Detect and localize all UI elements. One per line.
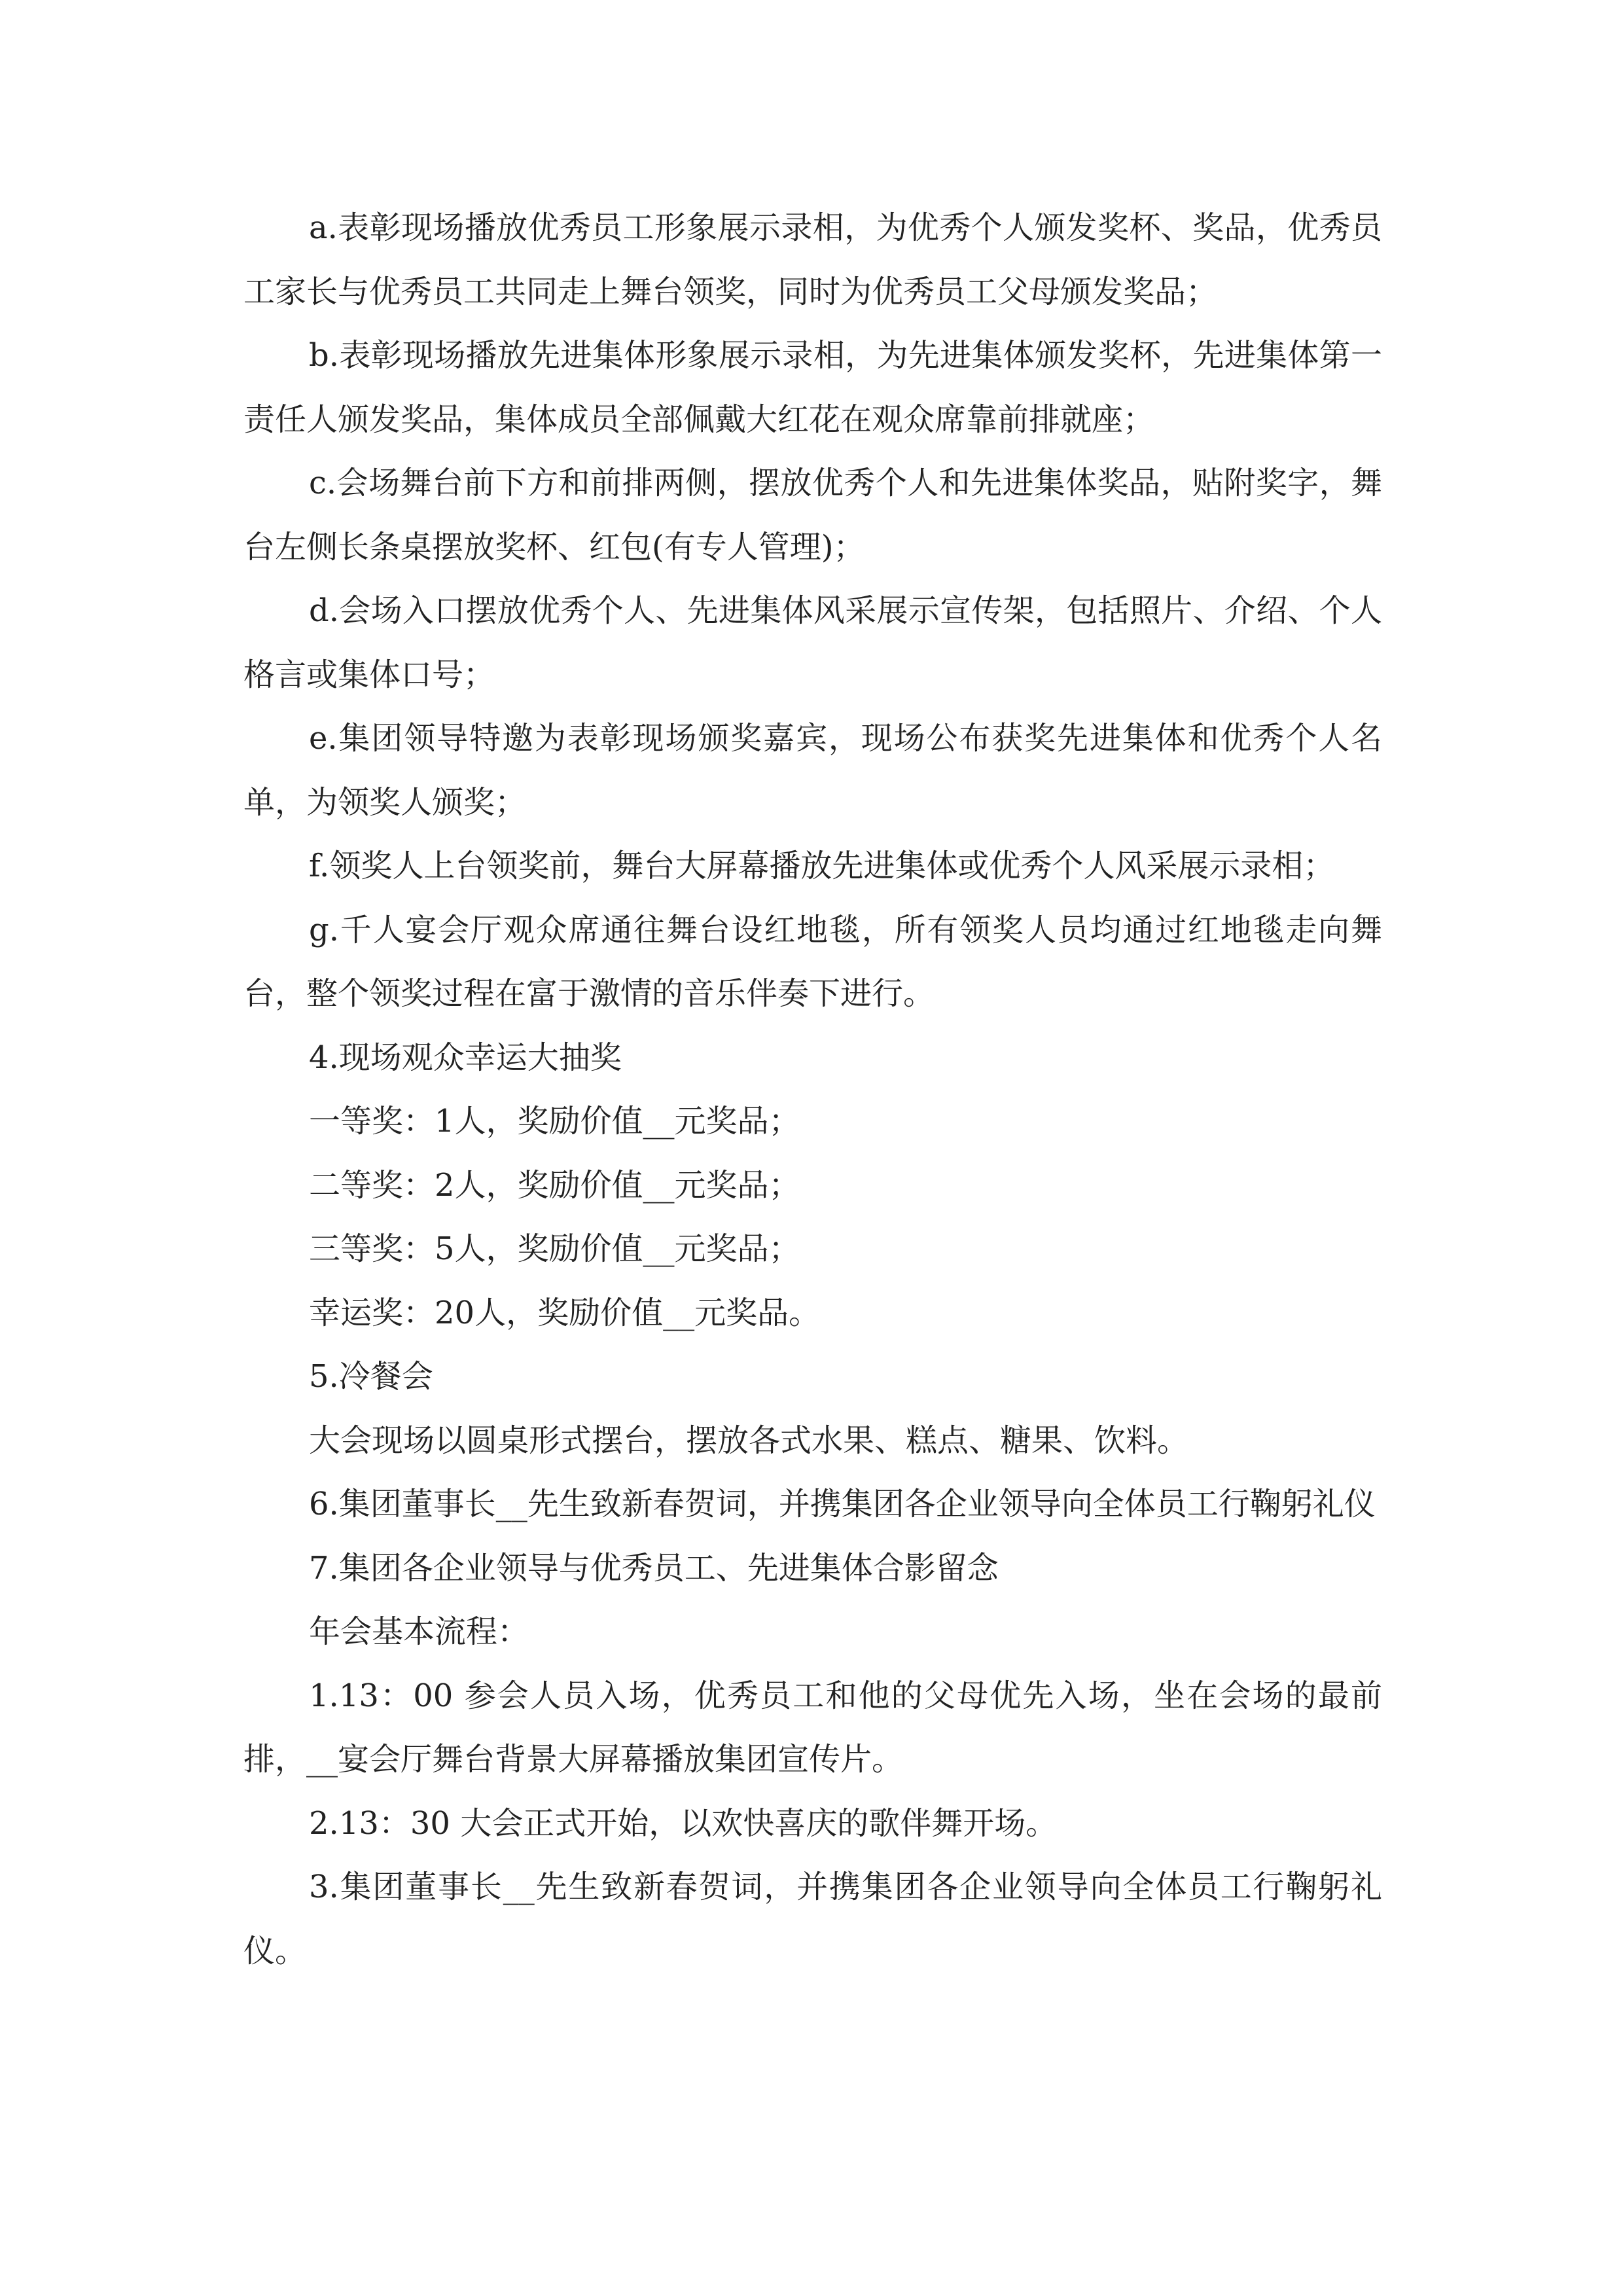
prize-second: 二等奖：2人，奖励价值__元奖品； bbox=[309, 1166, 800, 1204]
paragraph-award-item-f: f.领奖人上台领奖前，舞台大屏幕播放先进集体或优秀个人风采展示录相； bbox=[309, 848, 1335, 884]
paragraph-award-item-g: g.千人宴会厅观众席通往舞台设红地毯，所有领奖人员均通过红地毯走向舞台，整个领奖过程在富于激情的音乐伴奏下进行。 bbox=[243, 911, 1382, 1012]
section-heading-group-photo: 7.集团各企业领导与优秀员工、先进集体合影留念 bbox=[309, 1549, 999, 1587]
flow-step-3: 3.集团董事长__先生致新春贺词，并携集团各企业领导向全体员工行鞠躬礼仪。 bbox=[243, 1869, 1382, 1969]
prize-first: 一等奖：1人，奖励价值__元奖品； bbox=[309, 1103, 800, 1139]
heading-basic-flow: 年会基本流程： bbox=[309, 1613, 529, 1650]
paragraph-award-item-c: c.会场舞台前下方和前排两侧，摆放优秀个人和先进集体奖品，贴附奖字，舞台左侧长条桌摆放奖杯、红包(有专人管理)； bbox=[243, 465, 1382, 565]
section-heading-chairman-speech: 6.集团董事长__先生致新春贺词，并携集团各企业领导向全体员工行鞠躬礼仪 bbox=[309, 1486, 1376, 1522]
paragraph-buffet: 大会现场以圆桌形式摆台，摆放各式水果、糕点、糖果、饮料。 bbox=[309, 1422, 1189, 1459]
flow-step-2: 2.13：30 大会正式开始，以欢快喜庆的歌伴舞开场。 bbox=[309, 1804, 1058, 1842]
prize-third: 三等奖：5人，奖励价值__元奖品； bbox=[309, 1230, 800, 1267]
paragraph-award-item-e: e.集团领导特邀为表彰现场颁奖嘉宾，现场公布获奖先进集体和优秀个人名单，为领奖人颁奖； bbox=[243, 720, 1382, 821]
paragraph-award-item-b: b.表彰现场播放先进集体形象展示录相，为先进集体颁发奖杯，先进集体第一责任人颁发奖品，集体成员全部佩戴大红花在观众席靠前排就座； bbox=[243, 337, 1382, 438]
paragraph-award-item-d: d.会场入口摆放优秀个人、先进集体风采展示宣传架，包括照片、介绍、个人格言或集体口号； bbox=[243, 592, 1382, 693]
section-heading-lottery: 4.现场观众幸运大抽奖 bbox=[309, 1039, 622, 1076]
prize-lucky: 幸运奖：20人，奖励价值__元奖品。 bbox=[309, 1294, 821, 1331]
paragraph-award-item-a: a.表彰现场播放优秀员工形象展示录相，为优秀个人颁发奖杯、奖品，优秀员工家长与优秀员工共同走上舞台领奖，同时为优秀员工父母颁发奖品； bbox=[243, 209, 1382, 310]
section-heading-buffet: 5.冷餐会 bbox=[309, 1358, 433, 1395]
document-body bbox=[243, 196, 1382, 1983]
flow-step-1: 1.13：00 参会人员入场，优秀员工和他的父母优先入场，坐在会场的最前排，__宴会厅舞台背景大屏幕播放集团宣传片。 bbox=[243, 1677, 1382, 1778]
